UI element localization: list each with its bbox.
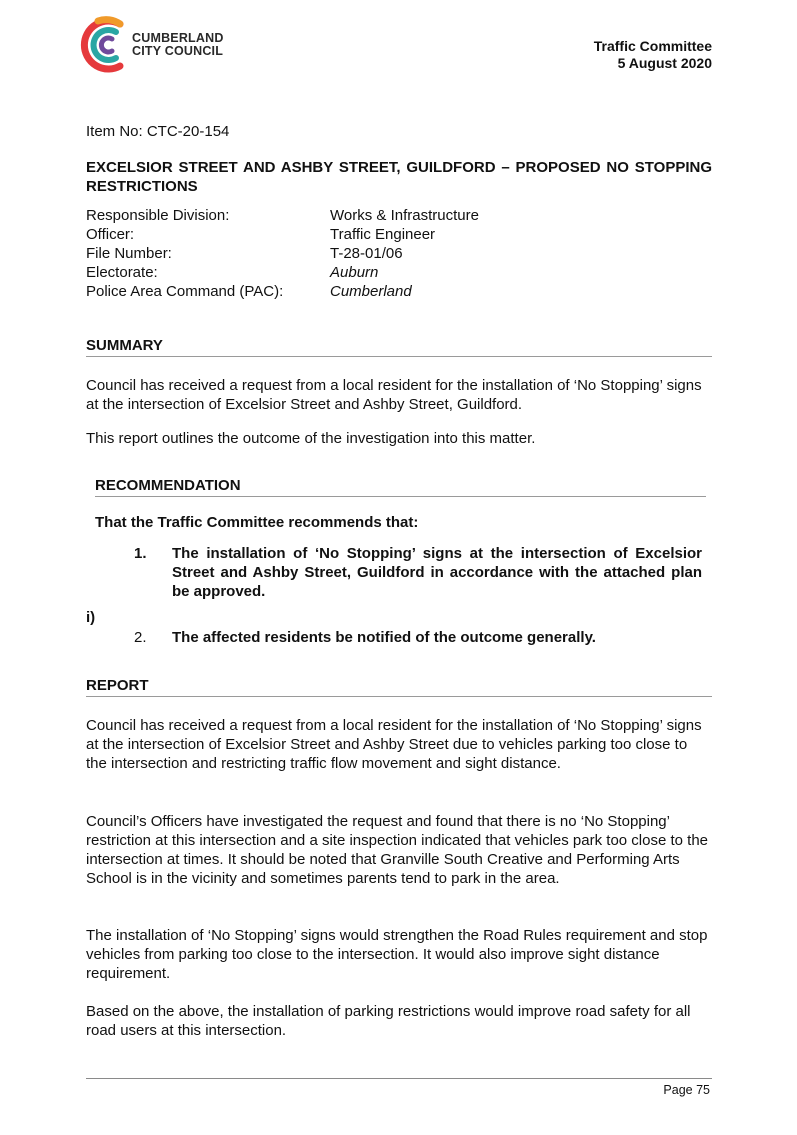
recommendation-heading: RECOMMENDATION bbox=[95, 477, 241, 494]
meta-value: T-28-01/06 bbox=[330, 245, 403, 262]
footer-divider bbox=[86, 1078, 712, 1079]
meta-label: Electorate: bbox=[86, 264, 158, 281]
meta-row-file-number bbox=[86, 244, 479, 263]
summary-divider bbox=[86, 356, 712, 357]
committee-name: Traffic Committee bbox=[593, 38, 712, 54]
logo-line-2: CITY COUNCIL bbox=[132, 44, 224, 58]
report-paragraph-2: Council’s Officers have investigated the request and found that there is no ‘No Stopping’ restriction at this intersection and a site inspection indicated that vehicles park too close to the intersection at times. It should be noted that Granville South Creative and Performing Arts School is in the vicinity and sometimes parents tend to park in the area. bbox=[86, 813, 709, 887]
report-paragraph-1: Council has received a request from a local resident for the installation of ‘No Stopping’ signs at the intersection of Excelsior Street and Ashby Street due to vehicles parking too close to the intersection and restricting traffic flow movement and sight distance. bbox=[86, 717, 702, 772]
recommendation-item-1: The installation of ‘No Stopping’ signs at the intersection of Excelsior Street and Ashby Street, Guildford in accordance with the attached plan be approved. bbox=[172, 545, 702, 600]
recommendation-number-1: 1. bbox=[134, 545, 147, 562]
meeting-date: 5 August 2020 bbox=[617, 55, 712, 71]
meta-value: Traffic Engineer bbox=[330, 226, 436, 243]
summary-heading: SUMMARY bbox=[86, 337, 163, 354]
recommendation-number-2: 2. bbox=[134, 629, 147, 646]
item-number: Item No: CTC-20-154 bbox=[86, 123, 230, 140]
council-logo bbox=[76, 14, 226, 76]
page-number: Page 75 bbox=[663, 1083, 710, 1097]
meta-value: Auburn bbox=[330, 264, 379, 281]
document-header bbox=[594, 38, 712, 72]
meta-value: Cumberland bbox=[330, 283, 412, 300]
report-divider bbox=[86, 696, 712, 697]
logo-line-1: CUMBERLAND bbox=[132, 31, 224, 45]
meta-label: Police Area Command (PAC): bbox=[86, 283, 284, 300]
report-heading: REPORT bbox=[86, 677, 149, 694]
meta-row-officer bbox=[86, 225, 479, 244]
summary-paragraph-1: Council has received a request from a local resident for the installation of ‘No Stopping’ signs at the intersection of Excelsior Street and Ashby Street, Guildford. bbox=[86, 377, 702, 413]
council-logo-mark-icon bbox=[76, 14, 132, 76]
meta-label: File Number: bbox=[86, 245, 172, 262]
recommendation-stray-marker: i) bbox=[86, 609, 96, 626]
recommendation-divider bbox=[95, 496, 706, 497]
recommendation-item-2: The affected residents be notified of the outcome generally. bbox=[172, 629, 596, 646]
meta-row-division bbox=[86, 206, 479, 225]
report-title: EXCELSIOR STREET AND ASHBY STREET, GUILDFORD – PROPOSED NO STOPPING RESTRICTIONS bbox=[86, 159, 712, 195]
meta-row-electorate bbox=[86, 263, 479, 282]
meta-row-pac bbox=[86, 282, 479, 301]
meta-label: Officer: bbox=[86, 226, 135, 243]
recommendation-intro: That the Traffic Committee recommends that: bbox=[95, 514, 419, 531]
report-paragraph-4: Based on the above, the installation of parking restrictions would improve road safety for all road users at this intersection. bbox=[86, 1003, 691, 1039]
report-paragraph-3: The installation of ‘No Stopping’ signs would strengthen the Road Rules requirement and stop vehicles from parking too close to the intersection. It would also improve sight distance requirement. bbox=[86, 927, 708, 982]
meta-label: Responsible Division: bbox=[86, 207, 230, 224]
meta-value: Works & Infrastructure bbox=[330, 207, 479, 224]
report-metadata bbox=[86, 206, 479, 301]
summary-paragraph-2: This report outlines the outcome of the investigation into this matter. bbox=[86, 430, 536, 447]
